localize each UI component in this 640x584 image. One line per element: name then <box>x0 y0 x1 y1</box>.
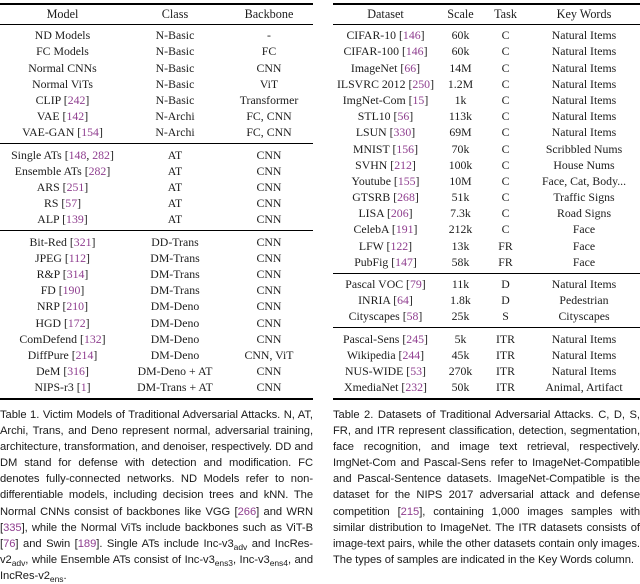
table-row <box>333 205 640 221</box>
table-cell: D <box>501 277 510 292</box>
table-cell: N-Basic <box>155 60 195 75</box>
table-header-row <box>0 5 313 24</box>
table-cell: NUS-WIDE [53] <box>345 364 426 379</box>
table-cell: Natural Items <box>551 277 617 292</box>
table-cell: Natural Items <box>551 331 617 346</box>
table-section <box>0 231 313 398</box>
citation-link[interactable]: 112 <box>68 250 87 265</box>
table-cell: FR <box>498 238 513 253</box>
table-cell: CLIP [242] <box>35 92 90 107</box>
table-row <box>333 331 640 347</box>
table-row <box>0 331 313 347</box>
table-row <box>0 147 313 163</box>
table-cell: DeM [316] <box>36 364 89 379</box>
table-cell: ITR <box>495 331 515 346</box>
citation-link[interactable]: 122 <box>390 238 409 253</box>
table-cell: FC Models <box>36 44 89 59</box>
table-cell: CNN <box>256 267 282 281</box>
table-cell: XmediaNet [232] <box>344 380 427 395</box>
table-cell: Ensemble ATs [282] <box>14 163 111 178</box>
table-row <box>0 379 313 395</box>
table-cell: ViT <box>259 76 279 91</box>
citation-link[interactable]: 251 <box>66 179 85 194</box>
table-section <box>0 144 313 230</box>
table-cell: Natural Items <box>551 125 617 140</box>
citation-link[interactable]: 148 <box>68 147 87 162</box>
table-cell: C <box>501 157 510 172</box>
table-cell: DiffPure [214] <box>27 347 98 362</box>
table-row <box>0 266 313 282</box>
citation-link[interactable]: 79 <box>409 277 422 292</box>
column-header-scale: Scale <box>447 6 474 21</box>
table-cell: ImageNet [66] <box>350 60 421 75</box>
table-cell: SVHN [212] <box>355 157 416 172</box>
citation-link[interactable]: 191 <box>395 222 414 237</box>
table-cell: Natural Items <box>551 28 617 43</box>
table-row <box>333 108 640 124</box>
table-cell: 100k <box>448 157 473 172</box>
citation-link[interactable]: 15 <box>412 92 425 107</box>
table-cell: DM-Trans <box>150 250 200 265</box>
table-cell: N-Archi <box>155 109 195 124</box>
column-header-model: Model <box>46 6 79 21</box>
table-cell: DM-Deno <box>150 299 200 314</box>
table-cell: C <box>501 222 510 237</box>
table-cell: Natural Items <box>551 92 617 107</box>
table-row <box>0 298 313 314</box>
citation-link[interactable]: 146 <box>405 44 424 59</box>
table-row <box>333 60 640 76</box>
table-section <box>333 274 640 328</box>
citation-link[interactable]: 268 <box>397 190 415 205</box>
table-cell: VAE-GAN [154] <box>22 125 103 140</box>
citation-link[interactable]: 189 <box>77 537 97 550</box>
table-cell: Cityscapes <box>558 309 610 324</box>
citation-link[interactable]: 66 <box>404 60 417 75</box>
table-cell: FC <box>261 44 277 59</box>
table-cell: CNN, ViT <box>244 347 294 362</box>
table-cell: C <box>501 190 510 205</box>
table-cell: LISA [206] <box>358 206 413 221</box>
table-cell: C <box>501 28 510 43</box>
table-cell: DM-Trans <box>150 267 200 281</box>
citation-link[interactable]: 335 <box>3 521 22 534</box>
table-cell: C <box>501 125 510 140</box>
table-row <box>0 195 313 211</box>
table-cell: NRP [210] <box>36 299 89 314</box>
table-row <box>333 189 640 205</box>
table-cell: N-Basic <box>155 28 195 43</box>
citation-link[interactable]: 57 <box>65 196 78 211</box>
table-cell: C <box>501 206 510 221</box>
table-cell: ComDefend [132] <box>19 331 106 346</box>
table-section <box>0 25 313 143</box>
table-cell: CNN <box>256 250 282 265</box>
table-bottom-rule <box>0 398 313 400</box>
table-cell: 60k <box>451 28 470 43</box>
table-cell: 50k <box>451 380 470 395</box>
table-body <box>333 25 640 398</box>
table-cell: AT <box>167 196 183 211</box>
table-cell: Face <box>572 222 596 237</box>
table-row <box>333 347 640 363</box>
table-cell: 1k <box>454 92 467 107</box>
table-cell: GTSRB [268] <box>352 190 419 205</box>
table-cell: C <box>501 173 510 188</box>
table-cell: Face, Cat, Body... <box>541 173 627 188</box>
table-cell: CIFAR-10 [146] <box>346 28 425 43</box>
table-cell: HGD [172] <box>35 315 90 330</box>
citation-link[interactable]: 76 <box>3 537 16 550</box>
table-row <box>0 250 313 266</box>
table-cell: STL10 [56] <box>357 109 414 124</box>
table-cell: ARS [251] <box>36 179 89 194</box>
table-row <box>0 211 313 227</box>
table-row <box>333 43 640 59</box>
table-cell: C <box>501 60 510 75</box>
table1-caption: Table 1. Victim Models of Traditional Adversarial Attacks. N, AT, Archi, Trans, and Deno represent normal, adversarial training, architecture, transformation, and denoiser, respectively. DD and DM stand for defense with detection and modification. FC denotes fully-connected networks. ND Models refer to non-differentiable models, including decision trees and kNN. The Normal CNNs consist of backbones like VGG [266] and WRN [335], while the Normal ViTs include backbones such as ViT-B [76] and Swin [189]. Single ATs include Inc-$v3_{adv}$ and IncRes-$v2_{adv}$, while Ensemble ATs consist of Inc-$v3_{ens3}$, Inc-$v3_{ens4}$, and IncRes-$v2_{ens}$. <box>0 408 313 584</box>
table-cell: NIPS-r3 [1] <box>34 380 91 395</box>
table-cell: 13k <box>451 238 470 253</box>
table-cell: Single ATs [148, 282] <box>11 147 114 162</box>
citation-link[interactable]: 210 <box>66 299 85 314</box>
table-row <box>333 308 640 324</box>
table-cell: RS [57] <box>43 196 82 211</box>
table-section <box>333 25 640 273</box>
citation-link[interactable]: 53 <box>410 364 423 379</box>
citation-link[interactable]: 245 <box>406 331 424 346</box>
table-row <box>0 234 313 250</box>
citation-link[interactable]: 314 <box>66 267 85 281</box>
table-cell: CNN <box>256 364 282 379</box>
citation-link[interactable]: 321 <box>73 234 92 249</box>
citation-link[interactable]: 190 <box>62 283 81 298</box>
table-cell: Natural Items <box>551 347 617 362</box>
table-cell: C <box>501 76 510 91</box>
table-cell: DM-Deno <box>150 347 200 362</box>
table-cell: Natural Items <box>551 364 617 379</box>
table-cell: DD-Trans <box>151 234 199 249</box>
table-cell: Face <box>572 238 596 253</box>
table-cell: DM-Trans <box>150 283 200 298</box>
table-cell: ALP [139] <box>37 212 88 227</box>
table-cell: C <box>501 44 510 59</box>
table-cell: 14M <box>449 60 472 75</box>
table-row <box>333 124 640 140</box>
citation-link[interactable]: 206 <box>390 206 409 221</box>
table-cell: Bit-Red [321] <box>29 234 96 249</box>
table-cell: Cityscapes [58] <box>348 309 423 324</box>
table-cell: - <box>267 28 271 43</box>
citation-link[interactable]: 155 <box>397 173 416 188</box>
table-row <box>0 347 313 363</box>
table-cell: D <box>501 293 510 308</box>
citation-link[interactable]: 56 <box>397 109 410 124</box>
table-cell: 69M <box>449 125 472 140</box>
table-cell: MNIST [156] <box>352 141 419 156</box>
table-cell: CNN <box>256 147 282 162</box>
table-cell: 7.3k <box>450 206 471 221</box>
table-cell: CNN <box>256 163 282 178</box>
column-header-dataset: Dataset <box>367 6 404 21</box>
table-row <box>333 292 640 308</box>
table-cell: CNN <box>256 315 282 330</box>
table-header-row <box>333 5 640 24</box>
table-cell: FD [190] <box>40 283 85 298</box>
table-row <box>0 76 313 92</box>
table-cell: House Nums <box>553 157 615 172</box>
table-cell: Natural Items <box>551 109 617 124</box>
table-cell: LFW [122] <box>358 238 413 253</box>
citation-link[interactable]: 146 <box>402 28 421 43</box>
table2-caption: Table 2. Datasets of Traditional Adversarial Attacks. C, D, S, FR, and ITR represent classification, detection, segmentation, face recognition, and image text retrieval, respectively. ImgNet-Com and Pascal-Sens refer to ImageNet-Compatible and Pascal-Sentence datasets. ImageNet-Compatible is the dataset for the NIPS 2017 adversarial attack and defense competition [215], containing 1,000 images samples with similar distribution to ImageNet. The ITR datasets consists of image-text pairs, while the other datasets contain only images. The types of samples are indicated in the Key Words column. <box>333 408 640 566</box>
table-row <box>0 124 313 140</box>
table-cell: CNN <box>256 179 282 194</box>
table-row <box>333 276 640 292</box>
table-section <box>333 328 640 398</box>
citation-link[interactable]: 330 <box>393 125 412 140</box>
table-cell: 5k <box>454 331 467 346</box>
table-cell: FC, CNN <box>246 125 292 140</box>
right-column <box>333 3 640 584</box>
table-cell: C <box>501 141 510 156</box>
table-row <box>333 254 640 270</box>
table-cell: FC, CNN <box>246 109 292 124</box>
citation-link[interactable]: 172 <box>67 315 86 330</box>
table-cell: INRIA [64] <box>358 293 413 308</box>
citation-link[interactable]: 147 <box>395 254 413 269</box>
table-row <box>333 363 640 379</box>
citation-link[interactable]: 316 <box>67 364 85 379</box>
citation-link[interactable]: 242 <box>67 92 86 107</box>
table-row <box>333 238 640 254</box>
table-row <box>0 163 313 179</box>
table-cell: CNN <box>256 234 282 249</box>
table-row <box>333 76 640 92</box>
table-cell: CNN <box>256 283 282 298</box>
table-cell: AT <box>167 163 183 178</box>
table-body <box>0 25 313 398</box>
table-cell: 11k <box>451 277 470 292</box>
column-header-backbone: Backbone <box>244 6 294 21</box>
citation-link[interactable]: 58 <box>406 309 419 324</box>
table-cell: Pascal-Sens [245] <box>343 331 428 346</box>
citation-link[interactable]: 282 <box>88 163 107 178</box>
table-cell: Natural Items <box>551 60 617 75</box>
table-bottom-rule <box>333 398 640 400</box>
citation-link[interactable]: 139 <box>66 212 84 227</box>
table-cell: Natural Items <box>551 76 617 91</box>
table-cell: N-Basic <box>155 76 195 91</box>
table-cell: N-Basic <box>155 44 195 59</box>
column-header-keywords: Key Words <box>556 6 612 21</box>
table-cell: 25k <box>451 309 470 324</box>
table-cell: Pascal VOC [79] <box>345 277 426 292</box>
table-cell: 113k <box>448 109 473 124</box>
table-cell: CNN <box>256 331 282 346</box>
citation-link[interactable]: 282 <box>92 147 110 162</box>
table-cell: C <box>501 92 510 107</box>
table-cell: ITR <box>495 364 515 379</box>
table-row <box>0 60 313 76</box>
table-cell: DM-Deno <box>150 331 200 346</box>
table-cell: S <box>502 309 509 324</box>
column-header-class: Class <box>161 6 189 21</box>
table-cell: N-Basic <box>155 92 195 107</box>
victim-models-table <box>0 3 313 400</box>
table-cell: DM-Deno <box>150 315 200 330</box>
table-cell: Normal ViTs <box>32 76 93 91</box>
table-cell: PubFig [147] <box>354 254 417 269</box>
table-cell: Wikipedia [244] <box>346 347 425 362</box>
citation-link[interactable]: 214 <box>75 347 94 362</box>
table-row <box>0 282 313 298</box>
table-cell: Transformer <box>239 92 299 107</box>
table-row <box>0 179 313 195</box>
citation-link[interactable]: 132 <box>83 331 102 346</box>
column-header-task: Task <box>494 6 517 21</box>
table-row <box>333 173 640 189</box>
table-cell: Road Signs <box>556 206 612 221</box>
citation-link[interactable]: 215 <box>400 505 420 518</box>
citation-link[interactable]: 1 <box>80 380 87 395</box>
citation-link[interactable]: 142 <box>66 109 85 124</box>
table-cell: 60k <box>451 44 470 59</box>
table-cell: LSUN [330] <box>355 125 416 140</box>
table-cell: 270k <box>448 364 473 379</box>
table-cell: Youtube [155] <box>351 173 420 188</box>
table-cell: Scribbled Nums <box>545 141 623 156</box>
table-cell: CNN <box>256 380 282 395</box>
table-row <box>333 157 640 173</box>
table-row <box>0 27 313 43</box>
table-row <box>0 92 313 108</box>
table-cell: C <box>501 109 510 124</box>
table-cell: N-Archi <box>155 125 195 140</box>
table-cell: CelebA [191] <box>353 222 418 237</box>
citation-link[interactable]: 232 <box>405 380 424 395</box>
table-cell: 70k <box>451 141 470 156</box>
table-cell: VAE [142] <box>36 109 89 124</box>
table-cell: ND Models <box>34 28 91 43</box>
citation-link[interactable]: 212 <box>394 157 412 172</box>
table-cell: Pedestrian <box>559 293 609 308</box>
table-cell: ITR <box>495 380 515 395</box>
citation-link[interactable]: 250 <box>412 76 431 91</box>
table-cell: JPEG [112] <box>35 250 90 265</box>
table-cell: ITR <box>495 347 515 362</box>
table-row <box>0 315 313 331</box>
table-cell: 10M <box>449 173 472 188</box>
table-cell: Natural Items <box>551 44 617 59</box>
citation-link[interactable]: 64 <box>397 293 409 308</box>
table-row <box>0 43 313 59</box>
table-cell: 45k <box>451 347 470 362</box>
left-column <box>0 3 313 584</box>
table-row <box>333 27 640 43</box>
table-row <box>0 108 313 124</box>
table-cell: 1.2M <box>447 76 474 91</box>
table-cell: AT <box>167 179 183 194</box>
table-cell: CNN <box>256 212 282 227</box>
citation-link[interactable]: 244 <box>402 347 421 362</box>
table-cell: 212k <box>448 222 473 237</box>
citation-link[interactable]: 266 <box>237 505 257 518</box>
table-row <box>333 379 640 395</box>
table-cell: R&P [314] <box>36 267 89 281</box>
table-row <box>333 221 640 237</box>
citation-link[interactable]: 154 <box>81 125 99 140</box>
table-row <box>333 141 640 157</box>
table-row <box>333 92 640 108</box>
table-cell: CNN <box>256 299 282 314</box>
table-cell: DM-Deno + AT <box>137 364 213 379</box>
table-cell: AT <box>167 147 183 162</box>
table-cell: CIFAR-100 [146] <box>343 44 428 59</box>
table-cell: CNN <box>256 60 282 75</box>
table-cell: Traffic Signs <box>553 190 615 205</box>
table-cell: CNN <box>256 196 282 211</box>
table-cell: ImgNet-Com [15] <box>342 92 429 107</box>
table-cell: FR <box>498 254 513 269</box>
table-cell: DM-Trans + AT <box>137 380 213 395</box>
table-cell: 51k <box>451 190 470 205</box>
table-row <box>0 363 313 379</box>
table-cell: Normal CNNs <box>28 60 97 75</box>
datasets-table <box>333 3 640 400</box>
table-cell: Animal, Artifact <box>545 380 623 395</box>
table-cell: ILSVRC 2012 [250] <box>336 76 435 91</box>
table-cell: 58k <box>451 254 470 269</box>
citation-link[interactable]: 156 <box>396 141 415 156</box>
table-cell: AT <box>167 212 183 227</box>
table-cell: 1.8k <box>450 293 471 308</box>
table-cell: Face <box>572 254 596 269</box>
